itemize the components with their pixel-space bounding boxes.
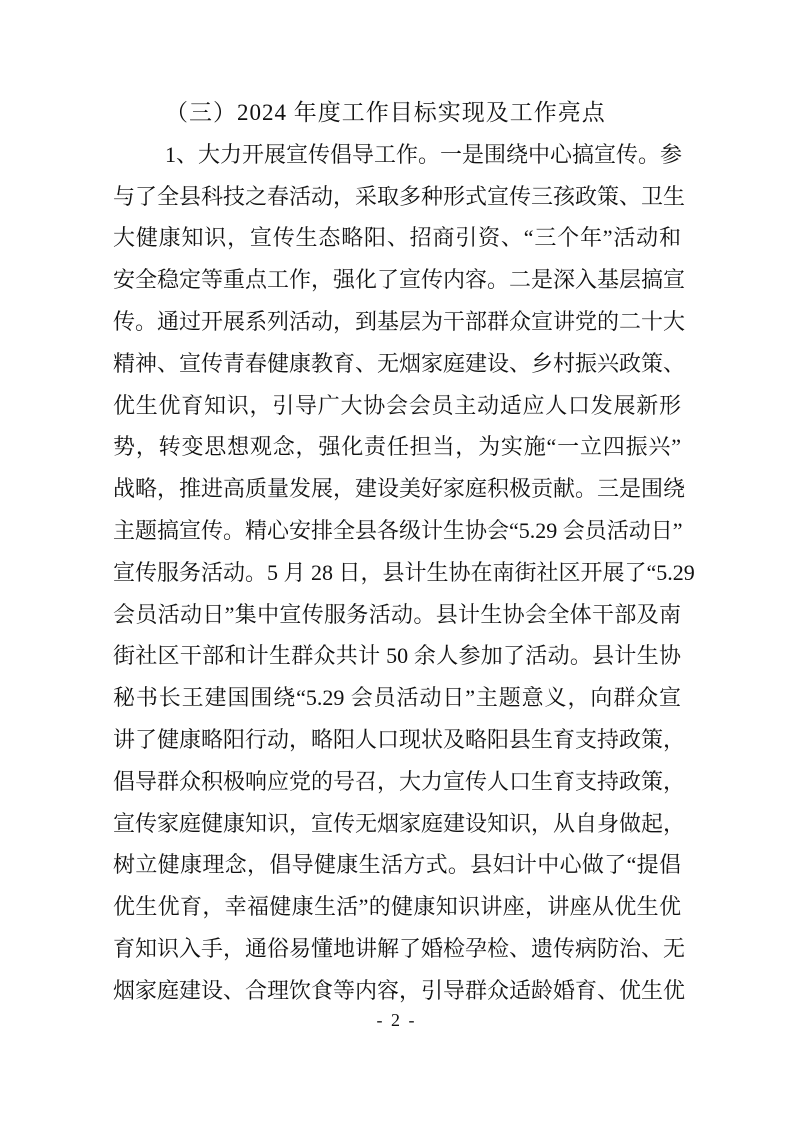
text-line: 战略，推进高质量发展，建设美好家庭积极贡献。三是围绕 [113, 476, 686, 502]
text-line: 与了全县科技之春活动，采取多种形式宣传三孩政策、卫生 [113, 183, 686, 209]
text-line: 倡导群众积极响应党的号召，大力宣传人口生育支持政策， [113, 768, 686, 794]
page-number: - 2 - [376, 1010, 417, 1030]
text-line: 主题搞宣传。精心安排全县各级计生协会“5.29 会员活动日” [113, 517, 683, 543]
text-line: 传。通过开展系列活动，到基层为干部群众宣讲党的二十大 [113, 308, 686, 334]
text-line: 街社区干部和计生群众共计 50 余人参加了活动。县计生协 [113, 643, 681, 669]
document-body [113, 92, 695, 1012]
text-line: 烟家庭建设、合理饮食等内容，引导群众适龄婚育、优生优 [113, 977, 686, 1003]
page-footer [0, 1010, 793, 1031]
text-line: 讲了健康略阳行动，略阳人口现状及略阳县生育支持政策， [113, 726, 686, 752]
text-line: 精神、宣传青春健康教育、无烟家庭建设、乡村振兴政策、 [113, 350, 686, 376]
text-line: 安全稳定等重点工作，强化了宣传内容。二是深入基层搞宣 [113, 267, 686, 293]
text-line: 宣传服务活动。5 月 28 日，县计生协在南街社区开展了“5.29 [113, 559, 695, 585]
text-line: 势，转变思想观念，强化责任担当，为实施“一立四振兴” [113, 434, 681, 460]
text-line: 会员活动日”集中宣传服务活动。县计生协会全体干部及南 [113, 601, 681, 627]
text-line: 育知识入手，通俗易懂地讲解了婚检孕检、遗传病防治、无 [113, 935, 686, 961]
section-heading: （三）2024 年度工作目标实现及工作亮点 [165, 100, 606, 125]
paragraph [113, 134, 695, 1012]
text-line: 优生优育知识，引导广大协会会员主动适应人口发展新形 [113, 392, 681, 418]
text-line: 宣传家庭健康知识，宣传无烟家庭建设知识，从自身做起， [113, 810, 686, 836]
text-line: 树立健康理念，倡导健康生活方式。县妇计中心做了“提倡 [113, 852, 681, 878]
text-line: 1、大力开展宣传倡导工作。一是围绕中心搞宣传。参 [165, 141, 683, 167]
text-line: 大健康知识，宣传生态略阳、招商引资、“三个年”活动和 [113, 225, 681, 251]
text-line: 秘书长王建国围绕“5.29 会员活动日”主题意义，向群众宣 [113, 685, 681, 711]
text-line: 优生优育，幸福健康生活”的健康知识讲座，讲座从优生优 [113, 894, 681, 920]
